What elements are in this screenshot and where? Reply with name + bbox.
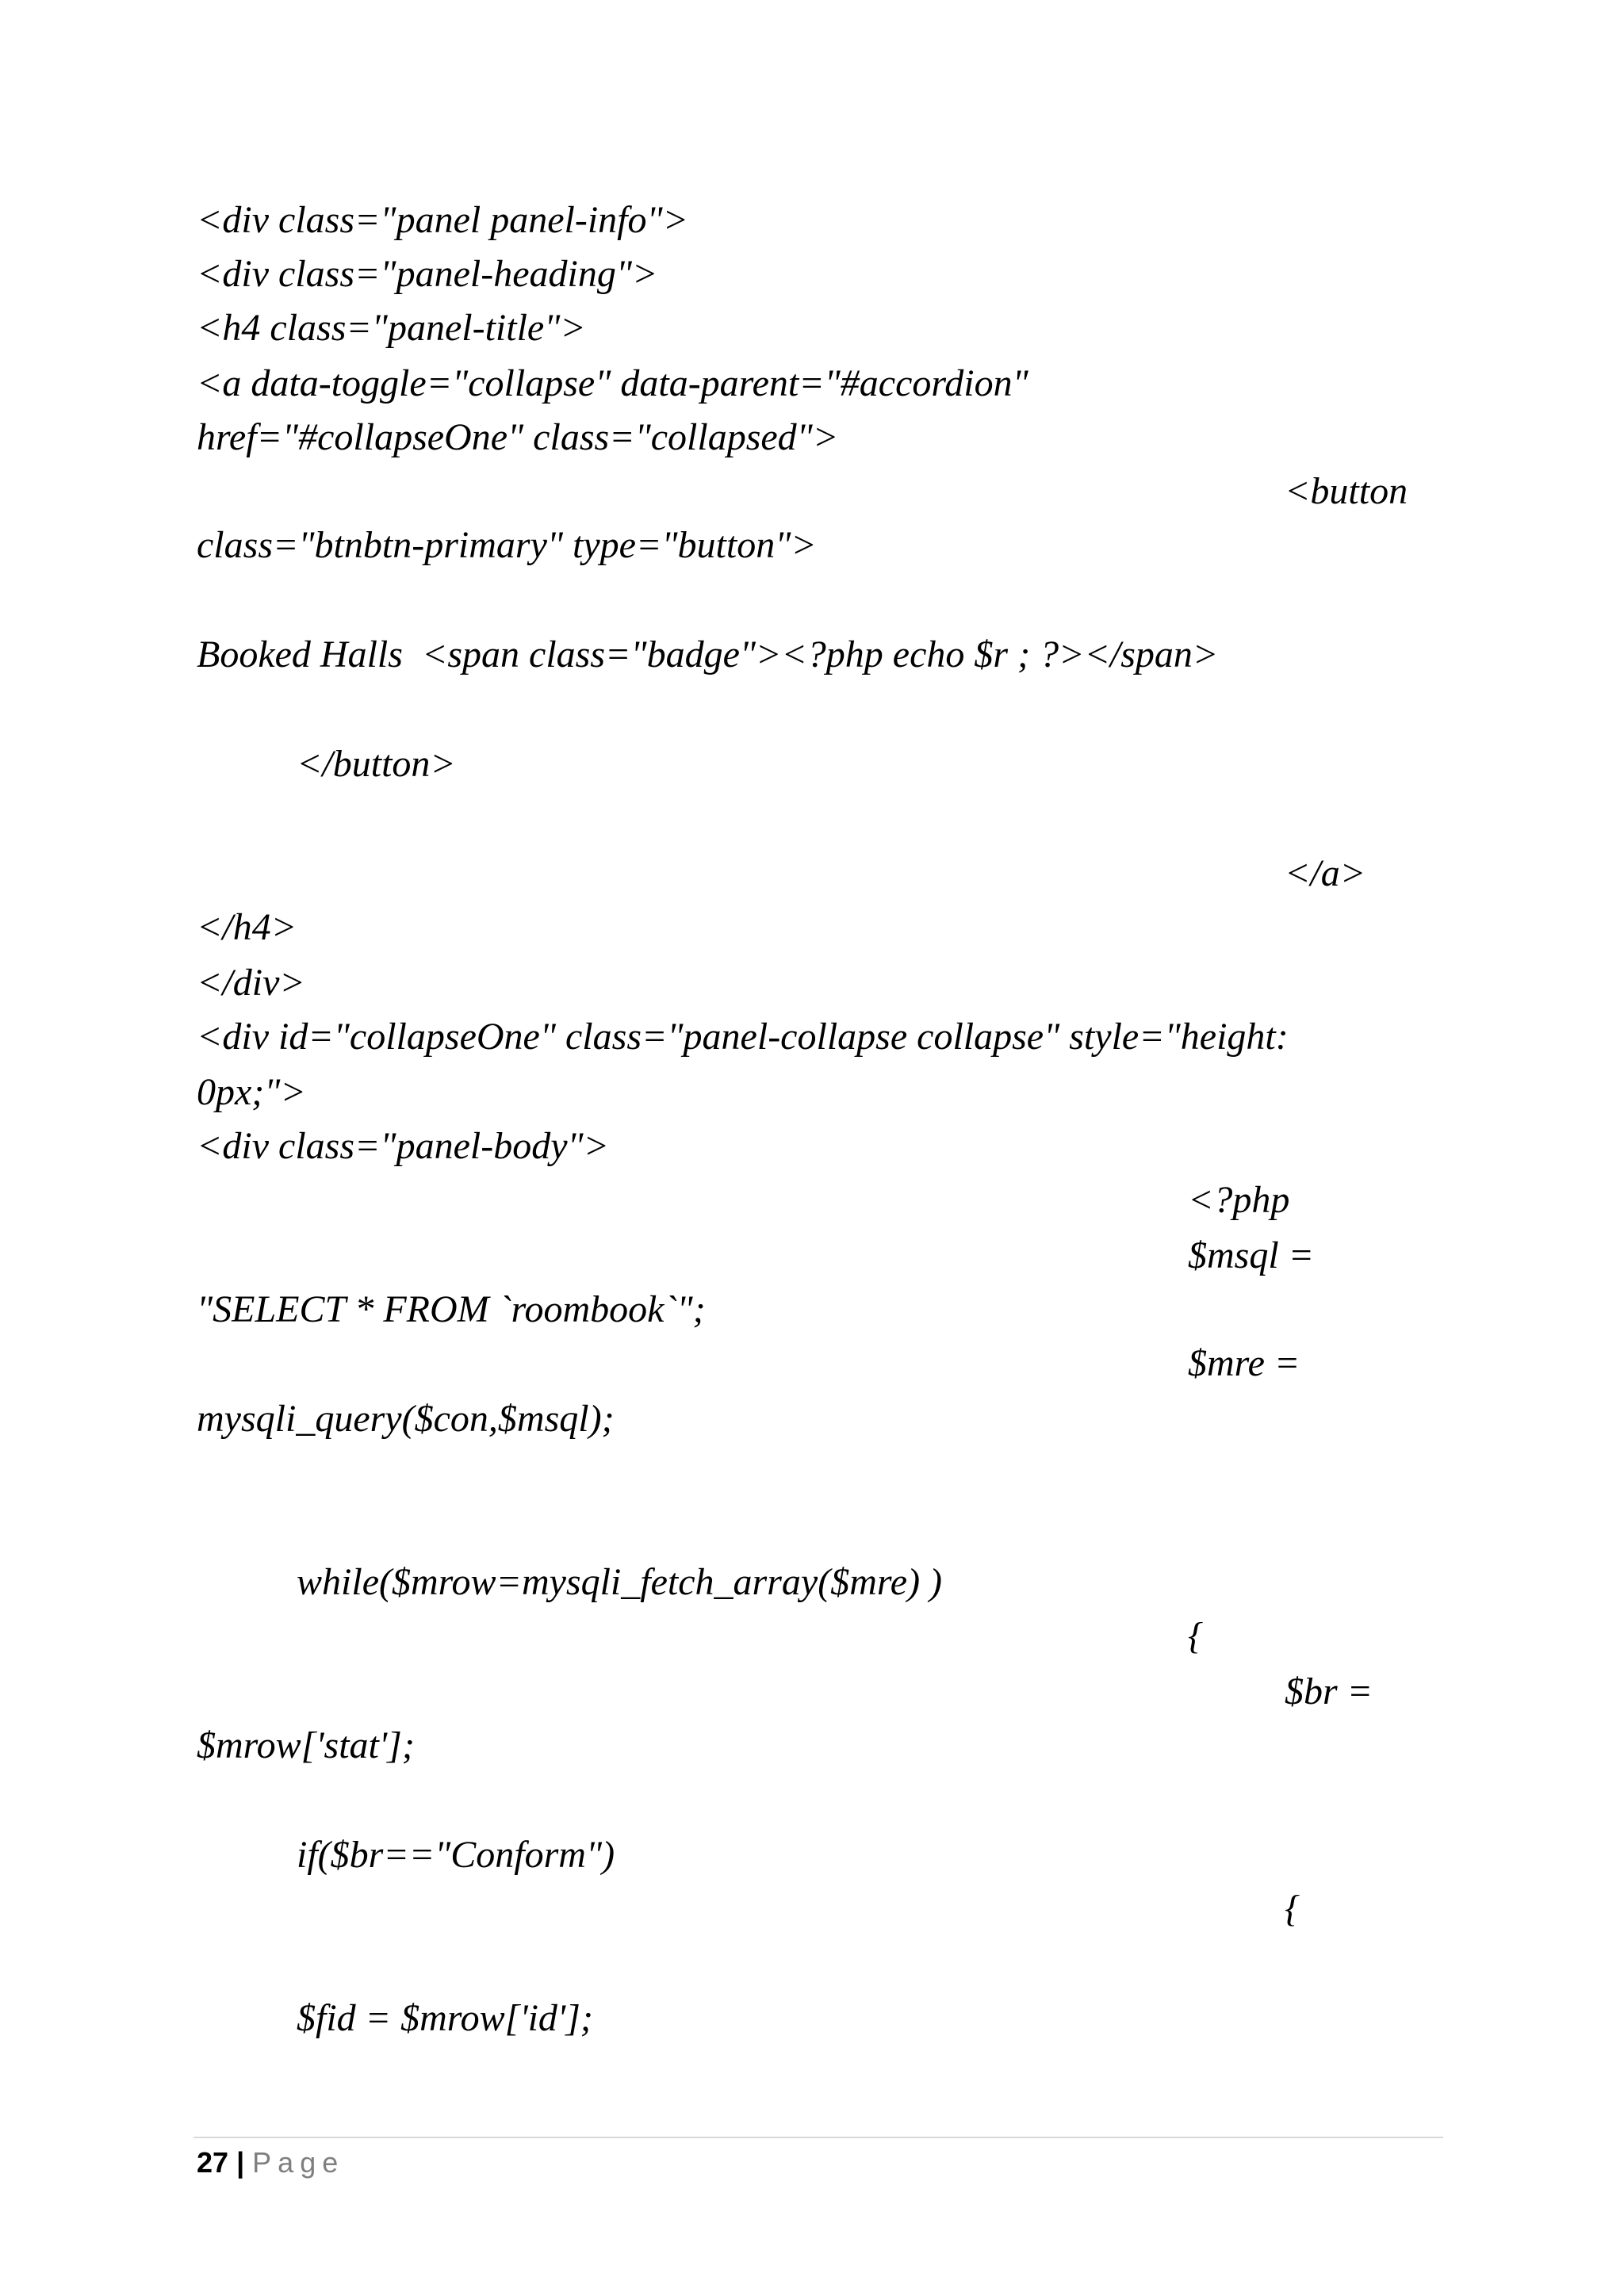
page-label: Page	[252, 2146, 345, 2179]
code-line: <h4 class="panel-title">	[197, 307, 586, 349]
code-line: {	[1285, 1888, 1300, 1930]
code-line: $fid = $mrow['id'];	[297, 1997, 593, 2039]
code-line: href="#collapseOne" class="collapsed">	[197, 416, 839, 458]
code-line: Booked Halls <span class="badge"><?php echo $r ; ?></span>	[197, 633, 1219, 675]
code-line: while($mrow=mysqli_fetch_array($mre) )	[297, 1561, 943, 1603]
code-line: "SELECT * FROM `roombook`";	[197, 1288, 706, 1330]
code-line: if($br=="Conform")	[297, 1834, 615, 1876]
code-line: {	[1188, 1615, 1204, 1657]
code-line: 0px;">	[197, 1071, 306, 1113]
footer-divider	[193, 2137, 1443, 2138]
code-line: $msql =	[1188, 1234, 1315, 1276]
code-line: <button	[1285, 470, 1408, 512]
code-line: <a data-toggle="collapse" data-parent="#accordion"	[197, 362, 1028, 404]
page-number: 27	[197, 2146, 229, 2179]
code-line: </h4>	[197, 906, 297, 948]
code-line: <div class="panel-heading">	[197, 253, 658, 295]
code-line: $mrow['stat'];	[197, 1724, 415, 1766]
code-line: mysqli_query($con,$msql);	[197, 1398, 615, 1440]
code-line: </a>	[1285, 852, 1366, 894]
code-line: </button>	[297, 743, 456, 785]
footer-separator: |	[236, 2146, 245, 2179]
code-line: $br =	[1285, 1670, 1373, 1712]
code-line: <?php	[1188, 1179, 1290, 1221]
page-footer	[197, 2145, 344, 2180]
code-line: <div class="panel-body">	[197, 1125, 610, 1167]
code-line: <div class="panel panel-info">	[197, 199, 689, 241]
code-line: </div>	[197, 962, 305, 1004]
code-line: <div id="collapseOne" class="panel-collapse collapse" style="height:	[197, 1016, 1289, 1058]
code-line: $mre =	[1188, 1342, 1300, 1384]
code-line: class="btnbtn-primary" type="button">	[197, 524, 817, 566]
